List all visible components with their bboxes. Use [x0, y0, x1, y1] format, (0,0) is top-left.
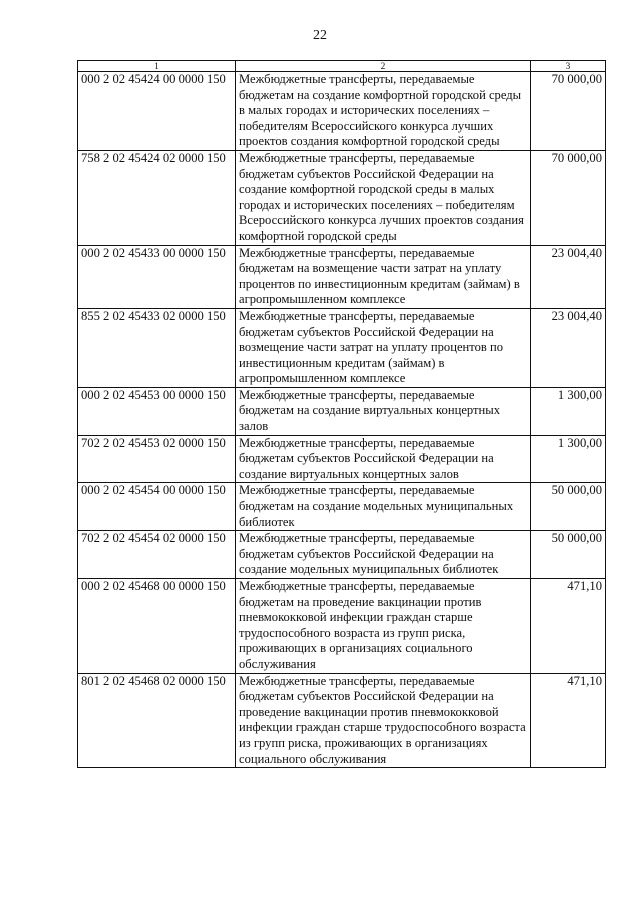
budget-code: 000 2 02 45468 00 0000 150 — [78, 579, 236, 674]
budget-amount: 1 300,00 — [531, 435, 606, 483]
budget-item-name: Межбюджетные трансферты, передаваемые бюджетам на создание комфортной городской среды в малых городах и исторических поселениях – победителям Всероссийского конкурса лучших проектов создания комфортной городской среды — [236, 72, 531, 151]
budget-amount: 70 000,00 — [531, 150, 606, 245]
budget-amount: 471,10 — [531, 673, 606, 768]
table-row — [78, 435, 606, 483]
budget-item-name: Межбюджетные трансферты, передаваемые бюджетам субъектов Российской Федерации на возмещение части затрат на уплату процентов по инвестиционным кредитам (займам) в агропромышленном комплексе — [236, 308, 531, 387]
budget-code: 801 2 02 45468 02 0000 150 — [78, 673, 236, 768]
budget-item-name: Межбюджетные трансферты, передаваемые бюджетам субъектов Российской Федерации на создание комфортной городской среды в малых городах и исторических поселениях – победителям Всероссийского конкурса лучших проектов создания комфортной городской среды — [236, 150, 531, 245]
budget-item-name: Межбюджетные трансферты, передаваемые бюджетам субъектов Российской Федерации на проведение вакцинации против пневмококковой инфекции граждан старше трудоспособного возраста из групп риска, проживающих в организациях социального обслуживания — [236, 673, 531, 768]
budget-amount: 50 000,00 — [531, 531, 606, 579]
budget-code: 000 2 02 45454 00 0000 150 — [78, 483, 236, 531]
budget-amount: 50 000,00 — [531, 483, 606, 531]
column-number-row — [78, 61, 606, 72]
budget-item-name: Межбюджетные трансферты, передаваемые бюджетам на возмещение части затрат на уплату процентов по инвестиционным кредитам (займам) в агропромышленном комплексе — [236, 245, 531, 308]
budget-code: 702 2 02 45453 02 0000 150 — [78, 435, 236, 483]
budget-code: 855 2 02 45433 02 0000 150 — [78, 308, 236, 387]
budget-item-name: Межбюджетные трансферты, передаваемые бюджетам на создание модельных муниципальных библиотек — [236, 483, 531, 531]
column-number-2: 2 — [236, 61, 531, 72]
table-row — [78, 245, 606, 308]
table-row — [78, 483, 606, 531]
page-number: 22 — [313, 28, 327, 43]
budget-item-name: Межбюджетные трансферты, передаваемые бюджетам на создание виртуальных концертных залов — [236, 387, 531, 435]
table-row — [78, 579, 606, 674]
budget-amount: 70 000,00 — [531, 72, 606, 151]
table-row — [78, 531, 606, 579]
budget-item-name: Межбюджетные трансферты, передаваемые бюджетам на проведение вакцинации против пневмококковой инфекции граждан старше трудоспособного возраста из групп риска, проживающих в организациях социального обслуживания — [236, 579, 531, 674]
budget-item-name: Межбюджетные трансферты, передаваемые бюджетам субъектов Российской Федерации на создание модельных муниципальных библиотек — [236, 531, 531, 579]
budget-code: 000 2 02 45453 00 0000 150 — [78, 387, 236, 435]
table-row — [78, 308, 606, 387]
budget-amount: 23 004,40 — [531, 308, 606, 387]
table-row — [78, 72, 606, 151]
table-row — [78, 673, 606, 768]
budget-code: 000 2 02 45424 00 0000 150 — [78, 72, 236, 151]
budget-amount: 23 004,40 — [531, 245, 606, 308]
budget-code: 758 2 02 45424 02 0000 150 — [78, 150, 236, 245]
column-number-1: 1 — [78, 61, 236, 72]
budget-table — [77, 60, 606, 768]
budget-code: 702 2 02 45454 02 0000 150 — [78, 531, 236, 579]
table-row — [78, 150, 606, 245]
budget-code: 000 2 02 45433 00 0000 150 — [78, 245, 236, 308]
column-number-3: 3 — [531, 61, 606, 72]
budget-amount: 471,10 — [531, 579, 606, 674]
budget-item-name: Межбюджетные трансферты, передаваемые бюджетам субъектов Российской Федерации на создание виртуальных концертных залов — [236, 435, 531, 483]
budget-amount: 1 300,00 — [531, 387, 606, 435]
table-row — [78, 387, 606, 435]
